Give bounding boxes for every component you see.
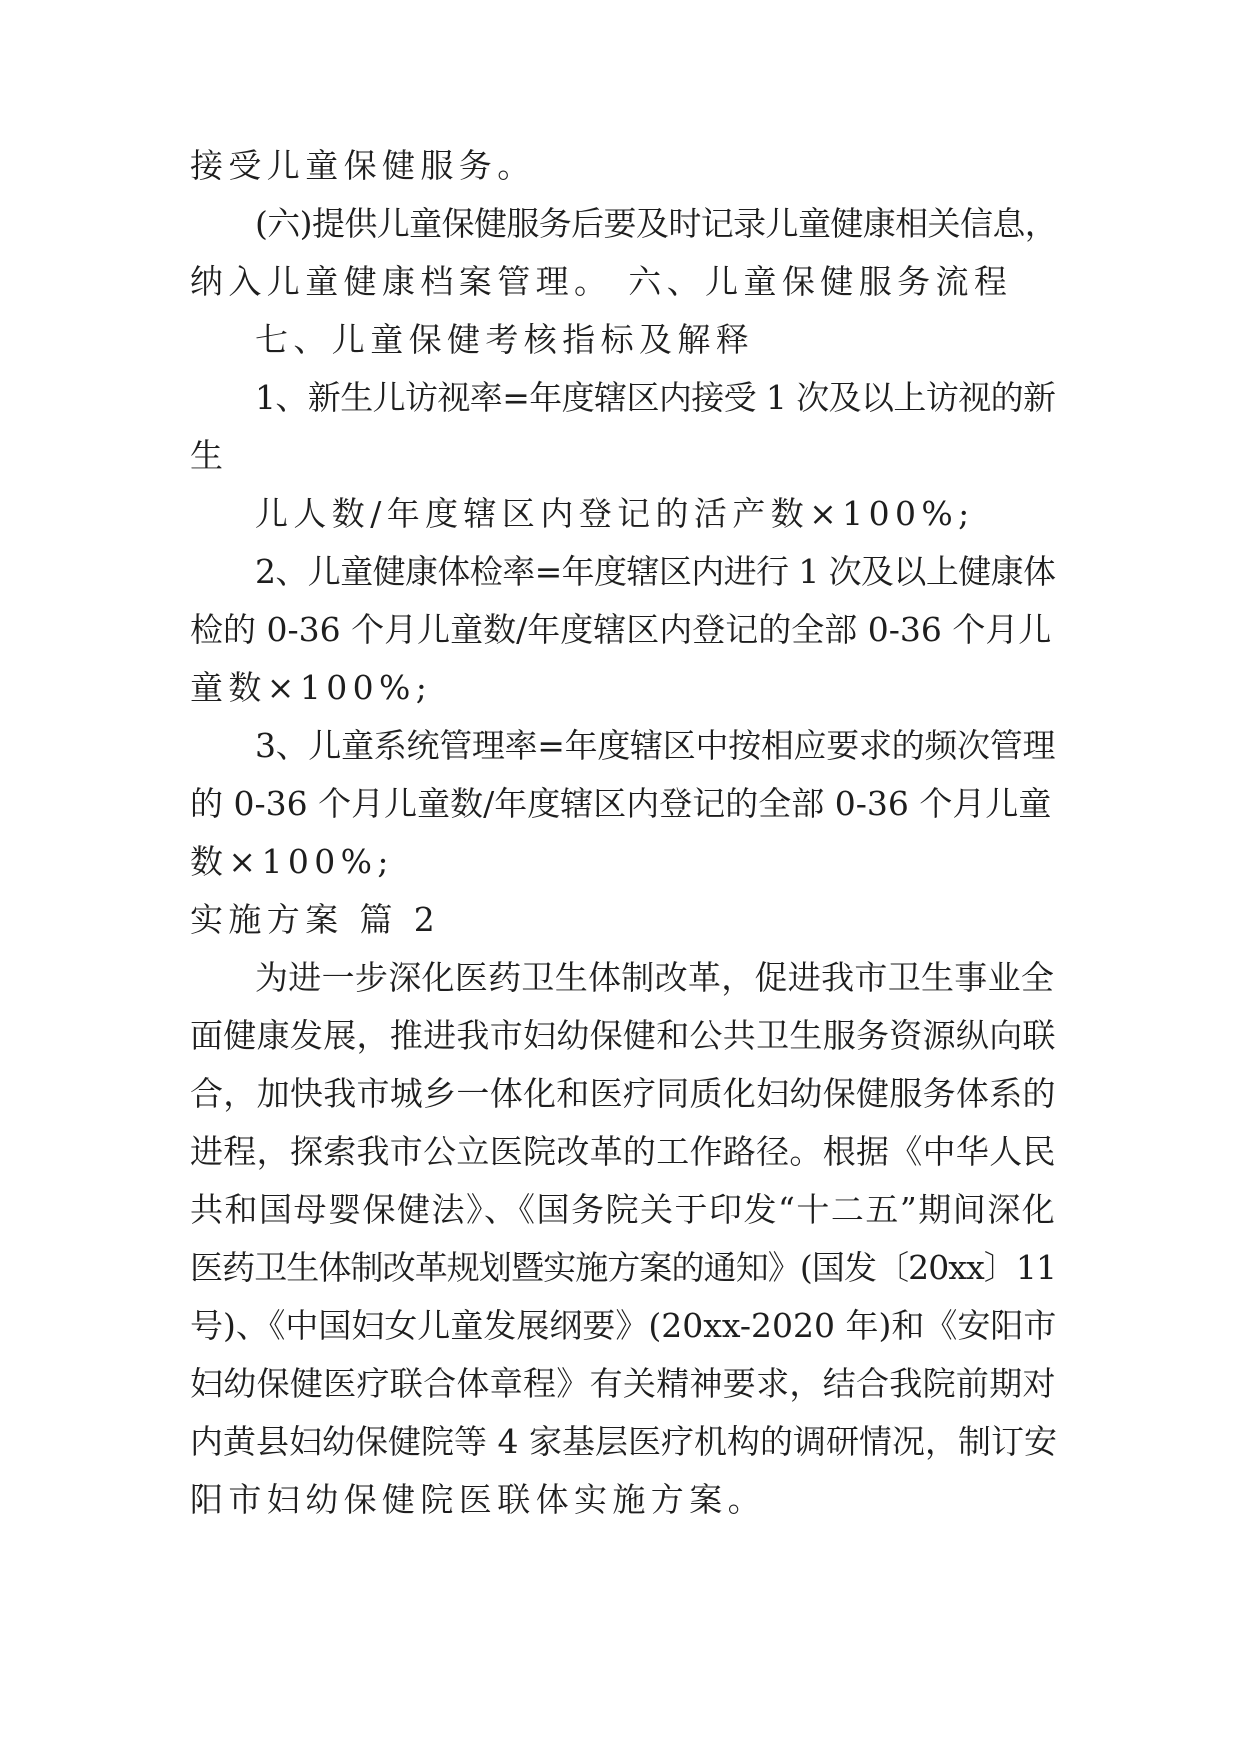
text-line: 生 — [190, 436, 229, 475]
text-line: 接受儿童保健服务。 — [190, 146, 536, 185]
text-line: 合，加快我市城乡一体化和医疗同质化妇幼保健服务体系的 — [190, 1074, 1056, 1113]
section-heading: 实施方案 篇 2 — [190, 900, 441, 939]
text-line: 2、儿童健康体检率=年度辖区内进行 1 次及以上健康体 — [255, 552, 1056, 591]
text-line: 1、新生儿访视率=年度辖区内接受 1 次及以上访视的新 — [255, 378, 1056, 417]
text-line: 检的 0-36 个月儿童数/年度辖区内登记的全部 0-36 个月儿 — [190, 610, 1052, 649]
text-line: 儿人数/年度辖区内登记的活产数×100%; — [255, 494, 975, 533]
text-line: 内黄县妇幼保健院等 4 家基层医疗机构的调研情况，制订安 — [190, 1422, 1057, 1461]
text-line: 医药卫生体制改革规划暨实施方案的通知》(国发〔20xx〕11 — [190, 1248, 1057, 1287]
text-line: 进程，探索我市公立医院改革的工作路径。根据《中华人民 — [190, 1132, 1056, 1171]
text-line: 3、儿童系统管理率=年度辖区中按相应要求的频次管理 — [255, 726, 1056, 765]
text-line: 童数×100%; — [190, 668, 433, 707]
text-line: 纳入儿童健康档案管理。 六、儿童保健服务流程 — [190, 262, 1013, 301]
text-line: 七、儿童保健考核指标及解释 — [255, 320, 755, 359]
text-line: (六)提供儿童保健服务后要及时记录儿童健康相关信息， — [255, 204, 1058, 243]
text-line: 阳市妇幼保健院医联体实施方案。 — [190, 1480, 766, 1519]
text-line: 号)、《中国妇女儿童发展纲要》(20xx-2020 年)和《安阳市 — [190, 1306, 1057, 1345]
text-line: 为进一步深化医药卫生体制改革，促进我市卫生事业全 — [255, 958, 1055, 997]
text-line: 的 0-36 个月儿童数/年度辖区内登记的全部 0-36 个月儿童 — [190, 784, 1052, 823]
text-line: 妇幼保健医疗联合体章程》有关精神要求，结合我院前期对 — [190, 1364, 1056, 1403]
text-line: 共和国母婴保健法》、《国务院关于印发“十二五”期间深化 — [190, 1190, 1057, 1229]
text-line: 数×100%; — [190, 842, 394, 881]
text-line: 面健康发展，推进我市妇幼保健和公共卫生服务资源纵向联 — [190, 1016, 1056, 1055]
